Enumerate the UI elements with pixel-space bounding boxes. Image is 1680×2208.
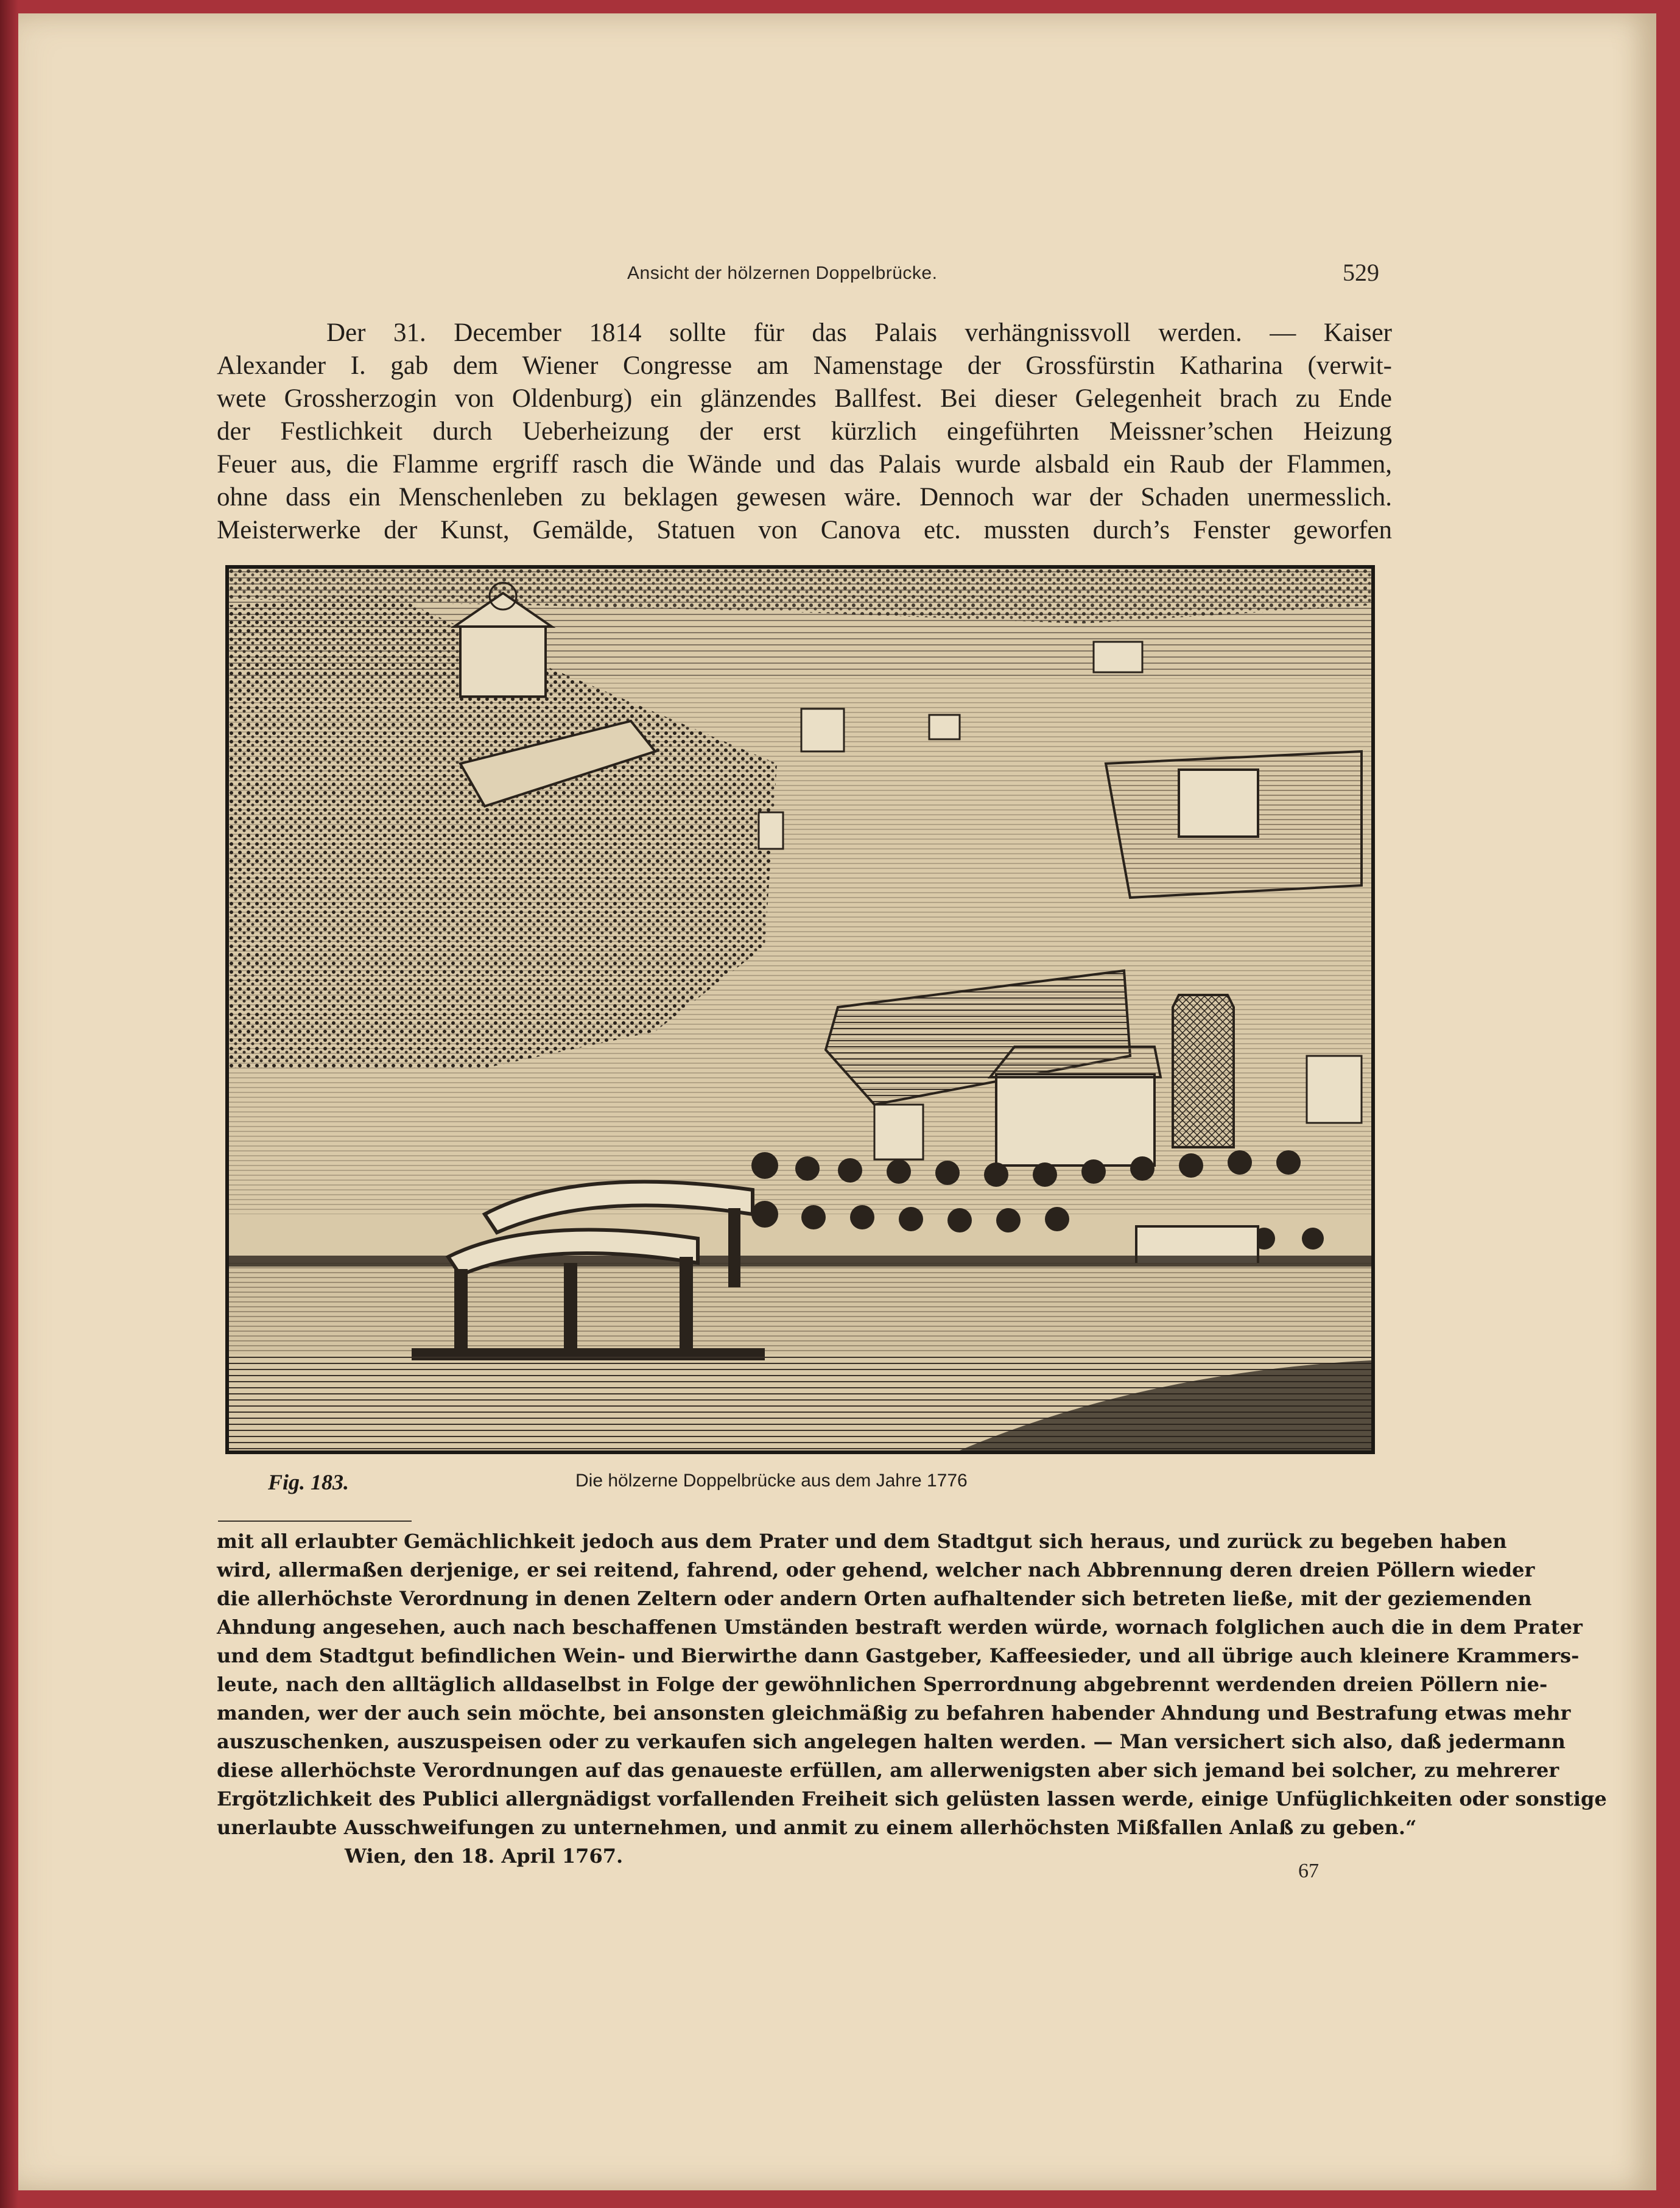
running-head: Ansicht der hölzernen Doppelbrücke. — [627, 263, 938, 283]
body-text — [217, 317, 1392, 547]
footnote-line: mit all erlaubter Gemächlichkeit jedoch aus dem Prater und dem Stadtgut sich heraus, und zurück zu begeben haben — [217, 1530, 1507, 1553]
footnote-line: diese allerhöchste Verordnungen auf das genaueste erfüllen, am allerwenigsten aber sich jemand bei solcher, zu mehrerer — [217, 1759, 1559, 1782]
figure-caption: Die hölzerne Doppelbrücke aus dem Jahre 1776 — [575, 1471, 968, 1491]
footnote-date: Wien, den 18. April 1767. — [345, 1844, 624, 1868]
engraving-illustration — [225, 565, 1375, 1454]
footnote-line: leute, nach den alltäglich alldaselbst in Folge der gewöhnlichen Sperrordnung abgebrennt werdenden dreien Pöllern nie- — [217, 1673, 1548, 1696]
body-line: Meisterwerke der Kunst, Gemälde, Statuen von Canova etc. mussten durch’s Fenster geworfen — [217, 516, 1392, 544]
body-line: ohne dass ein Menschenleben zu beklagen gewesen wäre. Dennoch war der Schaden unermesslich. — [217, 483, 1392, 512]
footnote-line: Ergötzlichkeit des Publici allergnädigst vorfallenden Freiheit sich gelüsten lassen werde, einige Unfüglichkeiten oder sonstige — [217, 1787, 1607, 1810]
footnote-line: auszuschenken, auszuspeisen oder zu verkaufen sich angelegen halten werden. — Man versichert sich also, daß jedermann — [217, 1730, 1566, 1753]
footnote-line: Ahndung angesehen, auch nach beschaffenen Umständen bestraft werden würde, wornach folglichen auch die in dem Prater — [217, 1616, 1583, 1639]
footnote-rule — [218, 1521, 412, 1522]
footnote-line: die allerhöchste Verordnung in denen Zeltern oder andern Orten aufhaltender sich betreten ließe, mit der geziemenden — [217, 1587, 1532, 1610]
engraving-drawing — [229, 569, 1371, 1450]
footnote — [217, 1527, 1607, 1871]
book-spine — [0, 0, 18, 2208]
footnote-line: wird, allermaßen derjenige, er sei reitend, fahrend, oder gehend, welcher nach Abbrennung deren dreien Pöllern wieder — [217, 1558, 1535, 1581]
body-line: wete Grossherzogin von Oldenburg) ein glänzendes Ballfest. Bei dieser Gelegenheit brach zu Ende — [217, 384, 1392, 413]
footnote-line: und dem Stadtgut befindlichen Wein- und Bierwirthe dann Gastgeber, Kaffeesieder, und all übrige auch kleinere Krammers- — [217, 1644, 1580, 1667]
signature-mark: 67 — [1298, 1860, 1319, 1882]
footnote-line: unerlaubte Ausschweifungen zu unternehmen, und anmit zu einem allerhöchsten Mißfallen Anlaß zu geben.“ — [217, 1816, 1417, 1839]
footnote-line: manden, wer der auch sein möchte, bei ansonsten gleichmäßig zu befahren habender Ahndung und Bestrafung etwas mehr — [217, 1701, 1571, 1725]
body-line: Der 31. December 1814 sollte für das Palais verhängnissvoll werden. — Kaiser — [326, 318, 1392, 347]
page-number: 529 — [1343, 259, 1379, 286]
body-line: der Festlichkeit durch Ueberheizung der erst kürzlich eingeführten Meissner’schen Heizung — [217, 417, 1392, 446]
figure-label: Fig. 183. — [268, 1470, 350, 1494]
body-line: Feuer aus, die Flamme ergriff rasch die Wände und das Palais wurde alsbald ein Raub der Flammen, — [217, 450, 1392, 479]
body-line: Alexander I. gab dem Wiener Congresse am Namenstage der Grossfürstin Katharina (verwit- — [217, 351, 1392, 380]
